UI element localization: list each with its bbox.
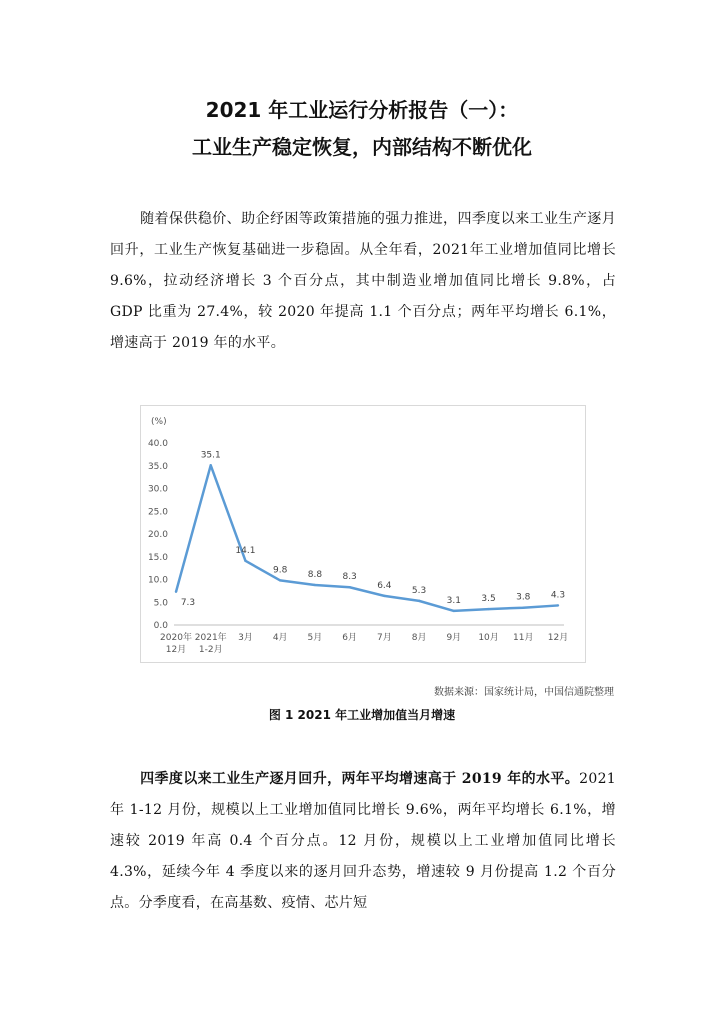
x-tick-label: 9月: [446, 633, 462, 643]
x-tick-label: 12月: [165, 645, 187, 655]
figure-caption: 图 1 2021 年工业增加值当月增速: [268, 708, 456, 722]
data-point: [175, 591, 177, 593]
intro-paragraph-text: 随着保供稳价、助企纾困等政策措施的强力推进，四季度以来工业生产逐月回升，工业生产恢复基础进一步稳固。从全年看，2021年工业增加值同比增长 9.6%，拉动经济增长 3 个百分点，其中制造业增加值同比增长 9.8%，占 GDP 比重为 27.4%，较 2020 年提高 1.1 个百分点；两年平均增长 6.1%，增速高于 2019 年的水平。: [110, 211, 616, 351]
y-tick-label: 30.0: [147, 484, 168, 495]
x-tick-label: 7月: [376, 633, 392, 643]
data-point: [522, 607, 524, 609]
series-line: [176, 465, 558, 611]
y-unit-label: (%): [151, 417, 167, 427]
data-point: [383, 595, 385, 597]
data-label: 7.3: [180, 597, 196, 608]
x-tick-label: 11月: [513, 633, 534, 643]
data-label: 9.8: [273, 565, 288, 576]
intro-paragraph: [110, 204, 616, 359]
data-label: 3.1: [446, 595, 461, 606]
x-tick-label: 4月: [272, 633, 288, 643]
data-point: [418, 600, 420, 602]
x-tick-label: 10月: [478, 633, 499, 643]
data-point: [557, 604, 559, 606]
data-point: [487, 608, 489, 610]
data-point: [244, 560, 246, 562]
analysis-paragraph-body: 2021 年 1-12 月份，规模以上工业增加值同比增长 9.6%，两年平均增长 6.1%，增速较 2019 年高 0.4 个百分点。12 月份，规模以上工业增加值同比增长 4.3%，延续今年 4 季度以来的逐月回升态势，增速较 9 月份提高 1.2 个百分点。分季度看，在高基数、疫情、芯片短: [110, 771, 616, 911]
x-tick-label: 2021年: [194, 633, 227, 643]
y-tick-label: 5.0: [153, 598, 168, 609]
x-tick-label: 3月: [238, 633, 253, 643]
data-label: 8.8: [307, 569, 323, 580]
x-tick-label: 1-2月: [198, 645, 223, 655]
chart-container: [140, 405, 586, 663]
data-point: [348, 586, 350, 588]
data-point: [453, 610, 455, 612]
x-tick-label: 6月: [342, 633, 358, 643]
data-label: 3.8: [516, 592, 531, 603]
data-label: 4.3: [550, 590, 566, 601]
data-label: 35.1: [200, 450, 221, 461]
data-label: 5.3: [411, 585, 427, 596]
y-tick-label: 25.0: [147, 507, 168, 518]
y-tick-label: 20.0: [147, 530, 168, 540]
page-subtitle: 工业生产稳定恢复，内部结构不断优化: [192, 135, 532, 159]
y-tick-label: 35.0: [147, 461, 168, 472]
x-tick-label: 8月: [411, 633, 427, 643]
y-tick-label: 40.0: [147, 439, 168, 449]
page-title: 2021 年工业运行分析报告（一）：: [205, 98, 519, 122]
analysis-paragraph: [110, 764, 616, 919]
x-tick-label: 5月: [307, 633, 323, 643]
y-tick-label: 0.0: [153, 621, 168, 631]
data-point: [210, 464, 212, 466]
x-tick-label: 12月: [547, 633, 569, 643]
data-point: [314, 584, 316, 586]
x-tick-label: 2020年: [160, 633, 192, 643]
line-chart: [141, 406, 585, 662]
source-note: 数据来源：国家统计局，中国信通院整理: [434, 687, 614, 698]
y-tick-label: 15.0: [147, 552, 168, 563]
analysis-paragraph-lead: 四季度以来工业生产逐月回升，两年平均增速高于 2019 年的水平。: [140, 771, 580, 787]
data-point: [279, 579, 281, 581]
data-label: 3.5: [481, 594, 496, 605]
data-label: 14.1: [235, 545, 256, 556]
data-label: 8.3: [342, 572, 357, 583]
y-tick-label: 10.0: [147, 575, 168, 586]
data-label: 6.4: [377, 580, 392, 591]
